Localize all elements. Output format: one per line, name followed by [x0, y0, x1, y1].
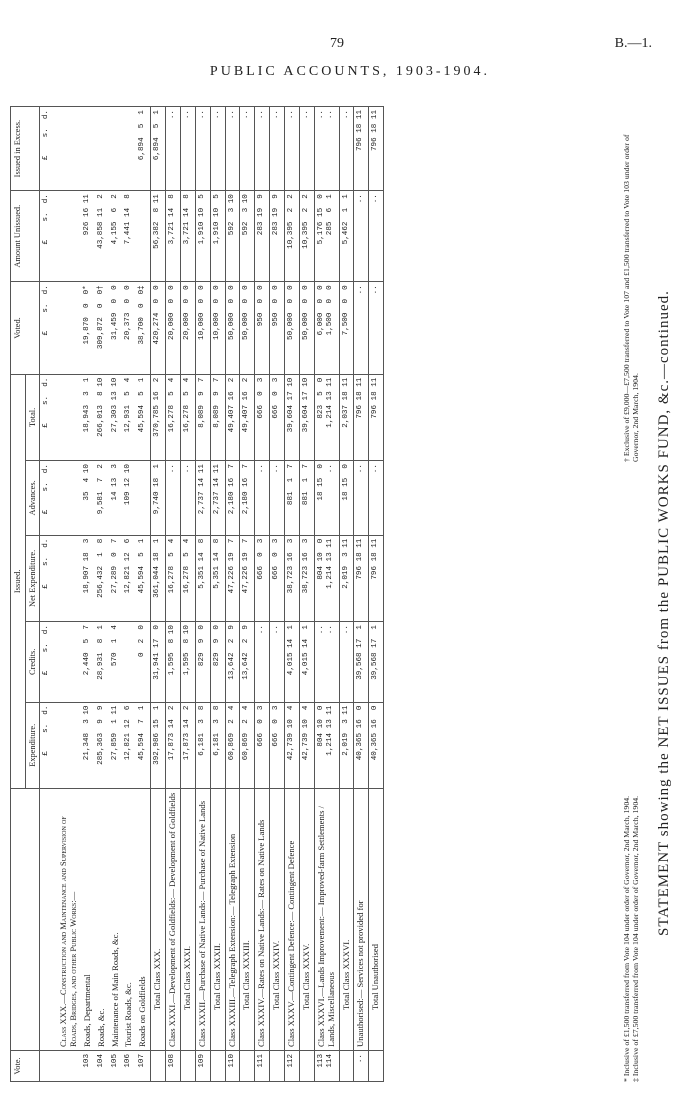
cell-exp [53, 702, 81, 788]
table-row [95, 107, 109, 1082]
row-description: Roads on Goldfields [136, 789, 150, 1051]
row-description: Total Class XXXI. [180, 789, 195, 1051]
cell-voted: 50,000 0 0 [225, 282, 240, 374]
units-excess: £ s. d. [40, 107, 53, 191]
cell-adv: .. [354, 461, 369, 536]
vote-number [339, 1051, 354, 1082]
cell-adv: 109 12 10 [122, 461, 136, 536]
table-row [195, 107, 210, 1082]
row-description: Tourist Roads, &c. [122, 789, 136, 1051]
cell-cred: 829 9 0 [195, 622, 210, 702]
footnote-dagger: † Exclusive of £9,000—£7,500 transferred to Vote 107 and £1,500 transferred to Vote 103 under order of Governor, 2nd March, 1904. [622, 134, 640, 462]
cell-total: 18,943 3 1 [81, 374, 95, 460]
units-desc [40, 789, 53, 1051]
vote-number: 104 [95, 1051, 109, 1082]
cell-net: 16,278 5 4 [166, 535, 181, 621]
cell-voted: 50,000 0 0 [240, 282, 255, 374]
cell-unissued [136, 191, 150, 282]
cell-adv [136, 461, 150, 536]
row-description: Class XXXI.—Development of Goldfields:— Development of Goldfields [166, 789, 181, 1051]
table-row [225, 107, 240, 1082]
cell-excess: .. [285, 107, 300, 191]
cell-total: 370,785 16 2 [151, 374, 166, 460]
cell-excess [122, 107, 136, 191]
row-description: Total Class XXXII. [210, 789, 225, 1051]
col-amount-unissued: Amount Unissued. [11, 191, 40, 282]
cell-excess: .. [270, 107, 285, 191]
cell-cred [122, 622, 136, 702]
row-description: Maintenance of Main Roads, &c. [109, 789, 123, 1051]
vote-number: .. [354, 1051, 369, 1082]
cell-net: 45,594 5 1 [136, 535, 150, 621]
cell-voted: 19,870 0 0* [81, 282, 95, 374]
vote-number: 105 [109, 1051, 123, 1082]
cell-net: 256,432 1 8 [95, 535, 109, 621]
cell-unissued: 3,721 14 8 [166, 191, 181, 282]
cell-excess [53, 107, 81, 191]
total-row [339, 107, 354, 1082]
cell-exp: 21,348 3 10 [81, 702, 95, 788]
cell-voted: 20,000 0 0 [166, 282, 181, 374]
cell-exp: 666 0 3 [255, 702, 270, 788]
cell-total: 49,407 16 2 [225, 374, 240, 460]
cell-cred: 39,568 17 1 [369, 622, 384, 702]
cell-adv: 881 1 7 [285, 461, 300, 536]
cell-net: 796 18 11 [369, 535, 384, 621]
cell-exp: 42,739 10 4 [299, 702, 314, 788]
cell-excess [81, 107, 95, 191]
cell-total: 39,604 17 10 [285, 374, 300, 460]
cell-adv: 9,740 18 1 [151, 461, 166, 536]
cell-cred: 13,642 2 9 [240, 622, 255, 702]
cell-unissued: 7,441 14 8 [122, 191, 136, 282]
cell-unissued: 592 3 10 [225, 191, 240, 282]
row-description: Class XXXVI.—Lands Improvement:— Improved-farm Settlements / Lands, Miscellaneous [314, 789, 339, 1051]
cell-adv: .. [255, 461, 270, 536]
cell-net: 27,289 0 7 [109, 535, 123, 621]
cell-exp: 392,986 15 1 [151, 702, 166, 788]
total-row [180, 107, 195, 1082]
cell-excess: .. [195, 107, 210, 191]
cell-total: 666 0 3 [270, 374, 285, 460]
row-description: Roads, &c. [95, 789, 109, 1051]
statement-title: STATEMENT showing the NET ISSUES from the PUBLIC WORKS FUND, &c.—continued. [656, 290, 672, 936]
cell-cred: 4,015 14 1 [299, 622, 314, 702]
cell-adv: 9,581 7 2 [95, 461, 109, 536]
cell-net: 47,226 19 7 [225, 535, 240, 621]
cell-adv: 2,180 16 7 [225, 461, 240, 536]
cell-adv: 2,737 14 11 [195, 461, 210, 536]
units-adv: £ s. d. [40, 461, 53, 536]
cell-exp: 17,873 14 2 [180, 702, 195, 788]
cell-adv: .. [369, 461, 384, 536]
row-description: Class XXX.—Construction and Maintenance and Supervision of Roads, Bridges, and other Public Works:— [53, 789, 81, 1051]
cell-voted: 7,500 0 0 [339, 282, 354, 374]
total-row [151, 107, 166, 1082]
cell-excess: .. .. [314, 107, 339, 191]
cell-voted: 31,459 0 0 [109, 282, 123, 374]
accounts-table [10, 106, 384, 1082]
cell-unissued: 283 19 9 [255, 191, 270, 282]
vote-number: 108 [166, 1051, 181, 1082]
cell-voted: 10,000 0 0 [195, 282, 210, 374]
cell-cred: 0 2 0 [136, 622, 150, 702]
cell-adv: .. [180, 461, 195, 536]
cell-unissued [53, 191, 81, 282]
col-description [11, 789, 40, 1051]
cell-total: 45,594 5 1 [136, 374, 150, 460]
cell-unissued: .. [369, 191, 384, 282]
total-row [369, 107, 384, 1082]
table-body [40, 107, 384, 1082]
cell-excess: .. [255, 107, 270, 191]
row-description: Total Class XXXV. [299, 789, 314, 1051]
col-advances: Advances. [25, 461, 40, 536]
cell-net: 16,278 5 4 [180, 535, 195, 621]
vote-number: 112 [285, 1051, 300, 1082]
table-row [166, 107, 181, 1082]
cell-total: 12,931 5 4 [122, 374, 136, 460]
cell-unissued: 1,910 10 5 [210, 191, 225, 282]
cell-exp: 6,181 3 8 [195, 702, 210, 788]
cell-exp: 40,365 16 0 [354, 702, 369, 788]
cell-voted: .. [369, 282, 384, 374]
cell-excess: .. [299, 107, 314, 191]
vote-number [210, 1051, 225, 1082]
row-description: Total Class XXX. [151, 789, 166, 1051]
cell-net: 18,907 18 3 [81, 535, 95, 621]
cell-voted: 50,000 0 0 [299, 282, 314, 374]
cell-net [53, 535, 81, 621]
col-total: Total. [25, 374, 40, 460]
cell-net: 666 0 3 [255, 535, 270, 621]
cell-total: 666 0 3 [255, 374, 270, 460]
cell-voted: 38,700 0 0‡ [136, 282, 150, 374]
cell-total: 49,407 16 2 [240, 374, 255, 460]
total-row [210, 107, 225, 1082]
cell-exp: 2,019 3 11 [339, 702, 354, 788]
row-description: Roads, Departmental [81, 789, 95, 1051]
cell-voted: 20,373 0 0 [122, 282, 136, 374]
cell-total: 2,037 18 11 [339, 374, 354, 460]
cell-voted [53, 282, 81, 374]
cell-net: 361,044 18 1 [151, 535, 166, 621]
row-description: Class XXXV.—Contingent Defence:— Contingent Defence [285, 789, 300, 1051]
cell-excess: 6,894 5 1 [136, 107, 150, 191]
cell-exp: 45,594 7 1 [136, 702, 150, 788]
cell-exp: 804 10 0 1,214 13 11 [314, 702, 339, 788]
cell-net: 5,351 14 8 [195, 535, 210, 621]
cell-excess: .. [240, 107, 255, 191]
cell-net: 38,723 16 3 [299, 535, 314, 621]
page-number: 79 [330, 36, 344, 51]
cell-exp: 285,363 9 9 [95, 702, 109, 788]
total-row [240, 107, 255, 1082]
cell-adv: 2,180 16 7 [240, 461, 255, 536]
footnote-asterisk: * Inclusive of £1,500 transferred from Vote 104 under order of Governor, 2nd March, 1904. [622, 795, 631, 1082]
cell-voted: 20,000 0 0 [180, 282, 195, 374]
cell-adv: 2,737 14 11 [210, 461, 225, 536]
cell-cred: .. [255, 622, 270, 702]
cell-unissued: 56,382 8 11 [151, 191, 166, 282]
row-description: Class XXXIII.—Telegraph Extension:— Telegraph Extension [225, 789, 240, 1051]
cell-exp: 666 0 3 [270, 702, 285, 788]
cell-exp: 42,739 10 4 [285, 702, 300, 788]
cell-voted: 309,872 0 0† [95, 282, 109, 374]
row-description: Total Unauthorised [369, 789, 384, 1051]
cell-exp: 27,859 1 11 [109, 702, 123, 788]
vote-number [369, 1051, 384, 1082]
cell-unissued: .. [354, 191, 369, 282]
cell-cred: 31,941 17 0 [151, 622, 166, 702]
units-cred: £ s. d. [40, 622, 53, 702]
table-row [255, 107, 270, 1082]
cell-adv: .. [270, 461, 285, 536]
row-description: Total Class XXXIV. [270, 789, 285, 1051]
cell-total: 16,278 5 4 [166, 374, 181, 460]
cell-voted: 420,274 0 0 [151, 282, 166, 374]
cell-net: 47,226 19 7 [240, 535, 255, 621]
units-vote [40, 1051, 53, 1082]
cell-total: 8,089 9 7 [210, 374, 225, 460]
vote-number [151, 1051, 166, 1082]
cell-adv: .. [166, 461, 181, 536]
cell-net: 12,821 12 6 [122, 535, 136, 621]
cell-unissued: 10,395 2 2 [299, 191, 314, 282]
cell-voted: .. [354, 282, 369, 374]
total-row [270, 107, 285, 1082]
cell-excess: .. [225, 107, 240, 191]
cell-cred [53, 622, 81, 702]
table-row [136, 107, 150, 1082]
col-credits: Credits. [25, 622, 40, 702]
vote-number: 106 [122, 1051, 136, 1082]
cell-exp: 60,869 2 4 [240, 702, 255, 788]
cell-unissued: 926 16 11 [81, 191, 95, 282]
table-row [109, 107, 123, 1082]
cell-excess: 796 18 11 [354, 107, 369, 191]
cell-net: 38,723 16 3 [285, 535, 300, 621]
cell-voted: 10,000 0 0 [210, 282, 225, 374]
cell-unissued: 1,910 10 5 [195, 191, 210, 282]
row-description: Total Class XXXIII. [240, 789, 255, 1051]
cell-unissued: 5,176 15 0 285 6 1 [314, 191, 339, 282]
cell-unissued: 592 3 10 [240, 191, 255, 282]
cell-cred: 13,642 2 9 [225, 622, 240, 702]
cell-net: 804 10 0 1,214 13 11 [314, 535, 339, 621]
cell-total: 796 18 11 [369, 374, 384, 460]
vote-number [270, 1051, 285, 1082]
cell-unissued: 43,858 11 2 [95, 191, 109, 282]
cell-unissued: 5,462 1 1 [339, 191, 354, 282]
col-net-expenditure: Net Expenditure. [25, 535, 40, 621]
cell-adv: 14 13 3 [109, 461, 123, 536]
cell-total: 266,013 8 10 [95, 374, 109, 460]
units-row [40, 107, 53, 1082]
cell-cred: 570 1 4 [109, 622, 123, 702]
cell-adv [53, 461, 81, 536]
cell-total: 8,089 9 7 [195, 374, 210, 460]
vote-number: 111 [255, 1051, 270, 1082]
cell-cred: 1,595 8 10 [166, 622, 181, 702]
col-expenditure: Expenditure. [25, 702, 40, 788]
cell-voted: 950 0 0 [270, 282, 285, 374]
vote-number: 113 114 [314, 1051, 339, 1082]
cell-cred: 28,931 8 1 [95, 622, 109, 702]
units-voted: £ s. d. [40, 282, 53, 374]
col-group-issued: Issued. [11, 374, 26, 788]
cell-voted: 50,000 0 0 [285, 282, 300, 374]
cell-excess: 796 18 11 [369, 107, 384, 191]
statement-sheet [4, 96, 694, 1096]
footnote-double-dagger: ‡ Inclusive of £7,500 transferred from Vote 104 under order of Governor, 2nd March, 1904. [631, 795, 640, 1082]
cell-excess: .. [339, 107, 354, 191]
cell-net: 2,019 3 11 [339, 535, 354, 621]
cell-voted: 950 0 0 [255, 282, 270, 374]
cell-excess [109, 107, 123, 191]
cell-total: 16,278 5 4 [180, 374, 195, 460]
col-issued-in-excess: Issued in Excess. [11, 107, 40, 191]
table-row [354, 107, 369, 1082]
units-exp: £ s. d. [40, 702, 53, 788]
cell-voted: 6,000 0 0 1,500 0 0 [314, 282, 339, 374]
cell-unissued: 10,395 2 2 [285, 191, 300, 282]
cell-cred: 2,440 5 7 [81, 622, 95, 702]
section-row [53, 107, 81, 1082]
col-voted: Voted. [11, 282, 40, 374]
cell-adv: 18 15 0 [339, 461, 354, 536]
cell-exp: 60,869 2 4 [225, 702, 240, 788]
units-net: £ s. d. [40, 535, 53, 621]
table-row [122, 107, 136, 1082]
cell-adv: 35 4 10 [81, 461, 95, 536]
table-row [81, 107, 95, 1082]
row-description: Class XXXII.—Purchase of Native Lands:— Purchase of Native Lands [195, 789, 210, 1051]
cell-total: 27,303 13 10 [109, 374, 123, 460]
cell-exp: 6,181 3 8 [210, 702, 225, 788]
cell-total [53, 374, 81, 460]
cell-excess: 6,894 5 1 [151, 107, 166, 191]
cell-cred: .. [270, 622, 285, 702]
vote-number [180, 1051, 195, 1082]
vote-number: 103 [81, 1051, 95, 1082]
vote-number: 110 [225, 1051, 240, 1082]
cell-adv: 18 15 0 .. [314, 461, 339, 536]
table-row [314, 107, 339, 1082]
cell-cred: 4,015 14 1 [285, 622, 300, 702]
cell-net: 666 0 3 [270, 535, 285, 621]
cell-unissued: 3,721 14 8 [180, 191, 195, 282]
row-description: Unauthorised:— Services not provided for [354, 789, 369, 1051]
cell-total: 823 5 0 1,214 13 11 [314, 374, 339, 460]
cell-cred: .. [339, 622, 354, 702]
cell-total: 796 18 11 [354, 374, 369, 460]
row-description: Total Class XXXVI. [339, 789, 354, 1051]
units-total: £ s. d. [40, 374, 53, 460]
cell-exp: 40,365 16 0 [369, 702, 384, 788]
row-description: Class XXXIV.—Rates on Native Lands:— Rates on Native Lands [255, 789, 270, 1051]
vote-number [240, 1051, 255, 1082]
total-row [299, 107, 314, 1082]
cell-excess: .. [180, 107, 195, 191]
vote-number: 109 [195, 1051, 210, 1082]
cell-excess [95, 107, 109, 191]
cell-total: 39,604 17 10 [299, 374, 314, 460]
cell-excess: .. [210, 107, 225, 191]
document-code: B.—1. [614, 36, 652, 51]
cell-exp: 12,821 12 6 [122, 702, 136, 788]
page-title: PUBLIC ACCOUNTS, 1903-1904. [209, 64, 491, 79]
cell-net: 5,351 14 8 [210, 535, 225, 621]
col-vote: Vote. [11, 1051, 40, 1082]
vote-number: 107 [136, 1051, 150, 1082]
rotated-statement-frame [4, 96, 694, 1096]
cell-cred: 39,568 17 1 [354, 622, 369, 702]
cell-cred: 829 9 0 [210, 622, 225, 702]
cell-unissued: 283 19 9 [270, 191, 285, 282]
vote-number [53, 1051, 81, 1082]
cell-exp: 17,873 14 2 [166, 702, 181, 788]
units-unissued: £ s. d. [40, 191, 53, 282]
table-row [285, 107, 300, 1082]
vote-number [299, 1051, 314, 1082]
cell-cred: 1,595 8 10 [180, 622, 195, 702]
cell-adv: 881 1 7 [299, 461, 314, 536]
cell-net: 796 18 11 [354, 535, 369, 621]
cell-cred: .. .. [314, 622, 339, 702]
cell-excess: .. [166, 107, 181, 191]
cell-unissued: 4,155 6 2 [109, 191, 123, 282]
